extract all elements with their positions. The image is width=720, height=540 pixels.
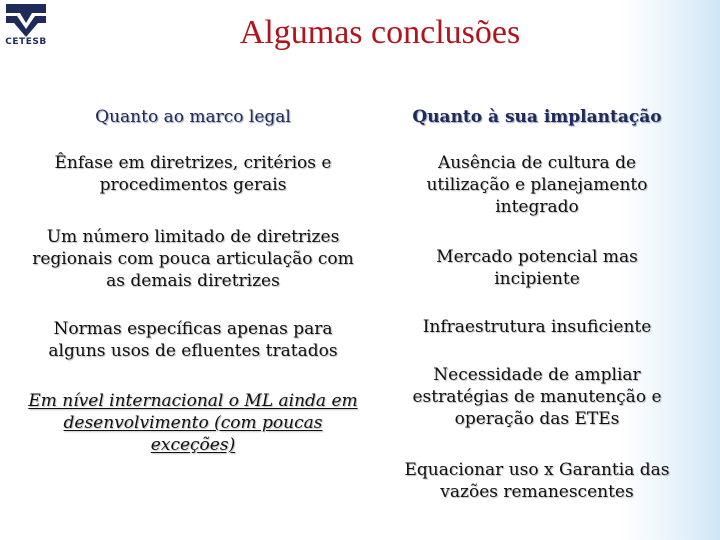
implementation-heading: Quanto à sua implantação xyxy=(412,107,662,127)
implementation-item-5: Equacionar uso x Garantia das vazões remanescentes xyxy=(404,460,670,502)
implementation-item-1: Ausência de cultura de utilização e planejamento integrado xyxy=(426,153,648,217)
legal-item-2: Um número limitado de diretrizes regionais com pouca articulação com as demais diretrizes xyxy=(32,227,354,291)
implementation-item-3: Infraestrutura insuficiente xyxy=(422,317,652,337)
legal-framework-heading: Quanto ao marco legal xyxy=(95,107,291,127)
legal-item-4: Em nível internacional o ML ainda em desenvolvimento (com poucas exceções) xyxy=(28,391,358,455)
implementation-item-4: Necessidade de ampliar estratégias de manutenção e operação das ETEs xyxy=(412,365,662,429)
implementation-item-2: Mercado potencial mas incipiente xyxy=(436,247,638,289)
legal-item-3: Normas específicas apenas para alguns usos de efluentes tratados xyxy=(48,319,338,361)
logo-text: CETESB xyxy=(5,37,47,47)
legal-item-1: Ênfase em diretrizes, critérios e procedimentos gerais xyxy=(54,153,332,195)
page-title: Algumas conclusões xyxy=(239,14,521,51)
